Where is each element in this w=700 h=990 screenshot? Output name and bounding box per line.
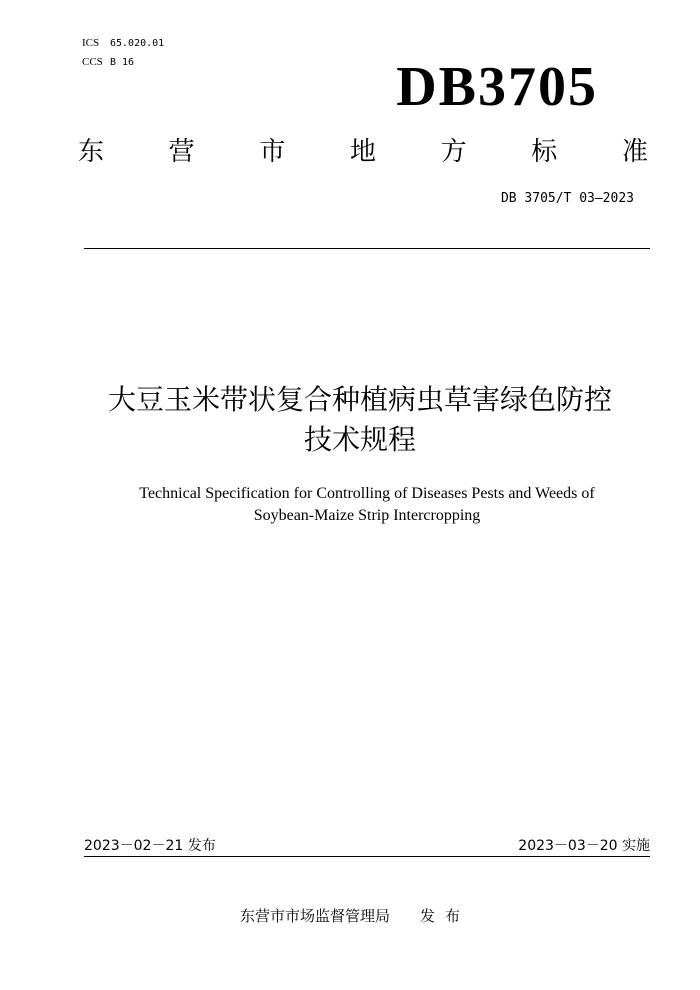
english-title-line-2: Soybean-Maize Strip Intercropping	[253, 507, 481, 524]
standard-type-char: 方	[440, 137, 467, 167]
ccs-label: CCS	[82, 56, 103, 68]
standard-code: DB3705	[396, 56, 598, 118]
standard-type-char: 营	[168, 137, 195, 167]
english-title	[60, 483, 674, 527]
ics-code: 65.020.01	[110, 38, 165, 49]
standard-type-char: 地	[349, 137, 376, 167]
standard-number: DB 3705/T 03—2023	[500, 191, 634, 206]
standard-type-char: 市	[259, 137, 286, 167]
ccs-code: B 16	[110, 57, 135, 68]
header-divider	[84, 248, 650, 249]
issuer-line	[240, 905, 470, 926]
standard-type-char: 标	[531, 137, 558, 167]
classification-codes	[82, 34, 164, 72]
ics-row	[82, 34, 164, 53]
english-title-line-1: Technical Specification for Controlling of Diseases Pests and Weeds of	[139, 485, 595, 502]
standard-type-char: 东	[78, 137, 105, 167]
chinese-title-line-2: 技术规程	[303, 423, 416, 456]
standard-type	[78, 134, 648, 170]
chinese-title-line-1: 大豆玉米带状复合种植病虫草害绿色防控	[107, 383, 612, 416]
chinese-title	[40, 380, 680, 460]
issuer-action: 发布	[420, 907, 471, 925]
issuer-name: 东营市市场监督管理局	[240, 907, 391, 925]
ccs-row	[82, 53, 164, 72]
footer-divider	[84, 856, 650, 857]
ics-label: ICS	[82, 37, 100, 49]
standard-type-char: 准	[621, 137, 648, 167]
publish-date: 2023－02－21 发布	[84, 838, 216, 854]
implement-date: 2023－03－20 实施	[518, 838, 650, 854]
